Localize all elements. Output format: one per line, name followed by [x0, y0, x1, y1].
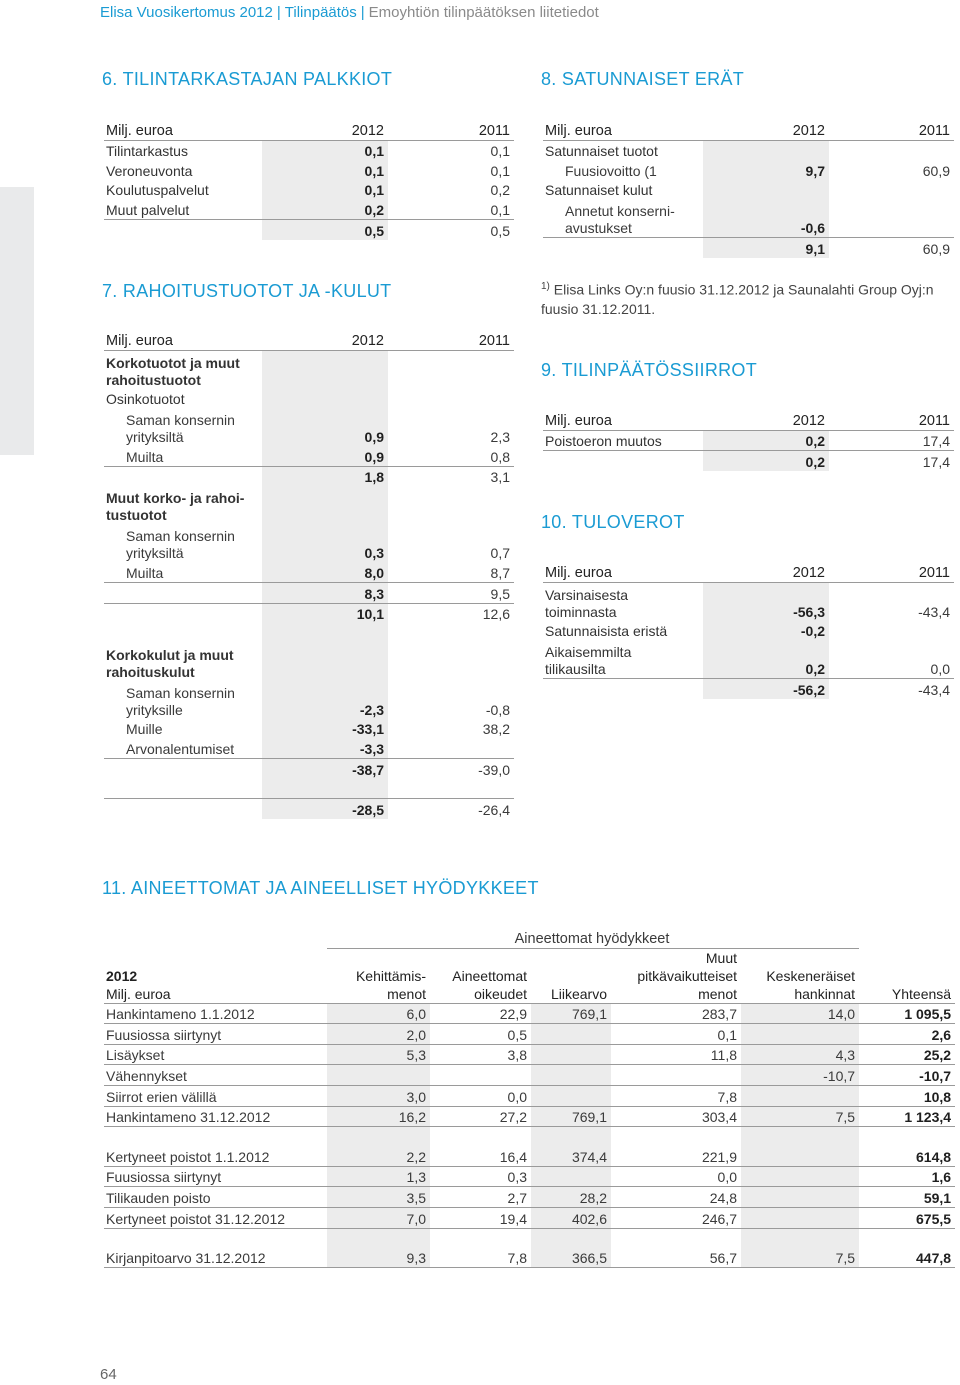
row-label: Kertyneet poistot 1.1.2012	[106, 1148, 270, 1165]
row-label: Muut korko- ja rahoi- tustuotot	[106, 490, 245, 524]
row-label: Tilikauden poisto	[104, 1187, 327, 1208]
header-cell: 2011	[829, 120, 954, 140]
cell	[531, 1044, 611, 1065]
cell	[611, 1065, 741, 1086]
unit-label: Milj. euroa	[106, 985, 171, 1002]
table-header-row	[104, 330, 514, 350]
column-header: Aineettomat oikeudet	[452, 967, 527, 1002]
cell: 374,4	[531, 1146, 611, 1166]
cell: 56,7	[709, 1250, 737, 1267]
year-label: 2012	[106, 967, 138, 984]
total-row	[543, 238, 954, 258]
table-row	[104, 643, 514, 681]
row-label: Hankintameno 1.1.2012	[106, 1006, 255, 1023]
row-label	[104, 219, 262, 239]
cell	[327, 1065, 430, 1086]
value-2012: 0,1	[262, 140, 388, 160]
table-row	[104, 1106, 955, 1127]
header-cell: 2011	[388, 120, 514, 140]
subtotal-row	[104, 603, 514, 623]
group-header-intangible: Aineettomat hyödykkeet	[327, 928, 859, 948]
value-2011: 17,4	[922, 433, 950, 450]
total-cell: 675,5	[859, 1207, 955, 1228]
table-header-row	[543, 562, 954, 582]
cell	[531, 1065, 611, 1086]
table-row	[543, 180, 954, 200]
value-2011: 0,1	[490, 162, 510, 179]
cell	[531, 1166, 611, 1187]
value-2011: 0,5	[388, 219, 514, 239]
header-cell: 2012	[703, 562, 829, 582]
table-row	[104, 160, 514, 180]
row-label: Fuusiossa siirtynyt	[104, 1024, 327, 1045]
table-header-row	[104, 120, 514, 140]
spacer-row	[104, 1127, 955, 1147]
table-appropriations	[543, 410, 954, 471]
value-2012: 9,7	[703, 160, 829, 180]
value-2011: 60,9	[829, 238, 954, 258]
table-row	[104, 446, 514, 466]
column-header: Liikearvo	[531, 948, 611, 1003]
spacer-row	[104, 623, 514, 643]
header-cell: Milj. euroa	[543, 410, 703, 430]
table-row	[104, 1166, 955, 1187]
cell: 27,2	[430, 1106, 531, 1127]
cell: 7,0	[327, 1207, 430, 1228]
cell	[741, 1187, 859, 1208]
row-label: Saman konsernin yrityksiltä	[126, 412, 235, 446]
header-cell: 2012	[703, 410, 829, 430]
total-cell: -10,7	[859, 1065, 955, 1086]
table-financial-income-expenses	[104, 330, 514, 819]
table-row	[104, 719, 514, 739]
value-2011	[388, 738, 514, 758]
value-2011: 60,9	[922, 162, 950, 179]
value-2011: -0,8	[485, 701, 510, 718]
cell: 1,3	[327, 1166, 430, 1187]
cell	[430, 1065, 531, 1086]
table-row	[104, 486, 514, 524]
table-header-row	[543, 120, 954, 140]
cell: 2,2	[327, 1146, 430, 1166]
row-label: Satunnaisista eristä	[545, 623, 668, 640]
table-income-taxes	[543, 562, 954, 699]
subtotal-row	[104, 466, 514, 486]
total-cell: 614,8	[916, 1148, 952, 1165]
value-2011: 0,8	[490, 448, 510, 465]
section-7-title: 7. RAHOITUSTUOTOT JA -KULUT	[102, 281, 392, 301]
row-label: Muut palvelut	[106, 201, 190, 218]
header-cell: Milj. euroa	[104, 120, 262, 140]
value-2012: 0,1	[262, 160, 388, 180]
row-label: Varsinaisesta toiminnasta	[545, 586, 629, 620]
section-8-title: 8. SATUNNAISET ERÄT	[541, 69, 745, 89]
cell: 283,7	[701, 1006, 737, 1023]
cell: 11,8	[611, 1044, 741, 1065]
column-header: Yhteensä	[859, 948, 955, 1003]
cell: 0,3	[430, 1166, 531, 1187]
value-2012: 10,1	[262, 603, 388, 623]
value-2011: -39,0	[388, 758, 514, 778]
value-2011: -43,4	[918, 603, 950, 620]
cell: 0,1	[611, 1024, 741, 1045]
row-label: Poistoeron muutos	[545, 433, 662, 450]
cell: 3,8	[430, 1044, 531, 1065]
cell: 7,5	[741, 1106, 859, 1127]
table-row	[104, 1146, 955, 1166]
table-header-row	[104, 948, 955, 1003]
row-label: Satunnaiset kulut	[545, 182, 653, 199]
cell: 2,7	[430, 1187, 531, 1208]
value-2011: 0,0	[930, 661, 950, 678]
header-cell: Milj. euroa	[543, 120, 703, 140]
cell: 4,3	[741, 1044, 859, 1065]
cell: 14,0	[741, 1003, 859, 1024]
cell	[741, 1085, 859, 1106]
cell: 24,8	[611, 1187, 741, 1208]
value-2012: -0,2	[703, 621, 829, 641]
value-2012: -2,3	[262, 681, 388, 719]
table-intangible-tangible-assets	[104, 928, 955, 1268]
total-row	[543, 451, 954, 471]
row-label: Lisäykset	[104, 1044, 327, 1065]
table-row	[543, 430, 954, 451]
table-row	[104, 738, 514, 758]
row-label: Satunnaiset tuotot	[545, 143, 658, 160]
header-cell: 2011	[829, 410, 954, 430]
row-label: Annetut konserni- avustukset	[565, 203, 675, 237]
table-row	[104, 524, 514, 562]
row-label: Muille	[126, 721, 163, 738]
total-cell: 1 095,5	[904, 1006, 952, 1023]
value-2012: -38,7	[262, 758, 388, 778]
value-2012: 1,8	[262, 466, 388, 486]
value-2012: 0,2	[703, 451, 829, 471]
spacer-row	[104, 1228, 955, 1248]
cell: 16,4	[499, 1148, 527, 1165]
table-row	[104, 1065, 955, 1086]
page-number: 64	[100, 1366, 117, 1383]
column-header: Keskeneräiset hankinnat	[766, 967, 856, 1002]
cell: 0,0	[430, 1085, 531, 1106]
cell: 0,5	[430, 1024, 531, 1045]
row-label: Osinkotuotot	[106, 391, 185, 408]
value-2012: 8,0	[262, 562, 388, 582]
section-10-title: 10. TULOVEROT	[541, 512, 685, 532]
table-row	[543, 160, 954, 180]
cell: 9,3	[327, 1248, 430, 1268]
table-row	[543, 140, 954, 160]
table-header-row	[543, 410, 954, 430]
cell	[531, 1024, 611, 1045]
table-row	[104, 389, 514, 409]
cell: 5,3	[327, 1044, 430, 1065]
cell: 303,4	[611, 1106, 741, 1127]
header-cell: 2011	[829, 562, 954, 582]
row-label: Fuusiossa siirtynyt	[104, 1166, 327, 1187]
cell: 402,6	[531, 1207, 611, 1228]
cell: 6,0	[327, 1003, 430, 1024]
cell: 7,8	[611, 1085, 741, 1106]
table-extraordinary-items	[543, 120, 954, 258]
value-2012: 0,9	[262, 446, 388, 466]
cell: 7,8	[507, 1250, 527, 1267]
column-header: Kehittämis- menot	[355, 967, 426, 1002]
row-label: Muilta	[126, 448, 164, 465]
subtotal-row	[104, 758, 514, 778]
total-cell: 1 123,4	[859, 1106, 955, 1127]
column-header: Muut pitkävaikutteiset menot	[637, 949, 737, 1002]
value-2012: 0,2	[703, 430, 829, 451]
footnote-mark: 1)	[541, 281, 550, 292]
header-cell: 2012	[262, 120, 388, 140]
header-cell: Milj. euroa	[543, 562, 703, 582]
row-label: Korkotuotot ja muut rahoitustuotot	[106, 354, 240, 388]
table-row	[104, 1187, 955, 1208]
header-cell: 2012	[262, 330, 388, 350]
value-2011: -43,4	[829, 679, 954, 699]
table-row	[104, 1044, 955, 1065]
value-2012: 0,3	[262, 524, 388, 562]
cell	[531, 1085, 611, 1106]
breadcrumb: Elisa Vuosikertomus 2012 | Tilinpäätös | Emoyhtiön tilinpäätöksen liitetiedot	[100, 4, 599, 21]
cell: 7,5	[741, 1248, 859, 1268]
cell: 2,0	[327, 1024, 430, 1045]
value-2011: 2,3	[490, 429, 510, 446]
row-label: Muilta	[126, 564, 164, 581]
side-tab-marker	[0, 187, 34, 455]
footnote-text: Elisa Links Oy:n fuusio 31.12.2012 ja Saunalahti Group Oyj:n fuusio 31.12.2011.	[541, 281, 934, 317]
row-label: Korkokulut ja muut rahoituskulut	[106, 646, 234, 680]
value-2012: 0,2	[703, 640, 829, 679]
cell: 246,7	[611, 1207, 741, 1228]
row-label: Hankintameno 31.12.2012	[104, 1106, 327, 1127]
table-row	[104, 180, 514, 200]
table-row	[543, 621, 954, 641]
value-2012: -0,6	[703, 199, 829, 238]
total-row	[104, 799, 514, 819]
row-label: Fuusiovoitto (1	[565, 162, 657, 179]
value-2011: 0,2	[490, 182, 510, 199]
total-row	[104, 219, 514, 239]
total-row	[543, 679, 954, 699]
value-2012: 0,5	[262, 219, 388, 239]
value-2011: -26,4	[388, 799, 514, 819]
cell: 3,0	[327, 1085, 430, 1106]
value-2012: -56,3	[703, 582, 829, 621]
cell: 221,9	[701, 1148, 737, 1165]
group-header-row	[104, 928, 955, 948]
value-2012: 0,9	[262, 408, 388, 446]
value-2011: 17,4	[829, 451, 954, 471]
table-row	[543, 640, 954, 679]
total-cell: 2,6	[859, 1024, 955, 1045]
table-row	[104, 1024, 955, 1045]
breadcrumb-item[interactable]: Emoyhtiön tilinpäätöksen liitetiedot	[368, 4, 599, 21]
total-cell: 1,6	[859, 1166, 955, 1187]
breadcrumb-item[interactable]: Elisa Vuosikertomus 2012	[100, 4, 273, 21]
table-row	[104, 1207, 955, 1228]
cell: 22,9	[499, 1006, 527, 1023]
cell: 16,2	[327, 1106, 430, 1127]
cell: 28,2	[531, 1187, 611, 1208]
value-2012: -56,2	[703, 679, 829, 699]
cell	[741, 1024, 859, 1045]
table-row	[543, 582, 954, 621]
header-cell: 2012	[703, 120, 829, 140]
value-2012: 0,1	[262, 180, 388, 200]
row-label: Arvonalentumiset	[126, 740, 235, 757]
row-label: Veroneuvonta	[106, 162, 193, 179]
section-11-title: 11. AINEETTOMAT JA AINEELLISET HYÖDYKKEET	[102, 878, 539, 898]
total-cell: 10,8	[859, 1085, 955, 1106]
value-2012: -3,3	[262, 738, 388, 758]
value-2012: 0,2	[262, 199, 388, 219]
header-cell: 2011	[388, 330, 514, 350]
value-2012: 9,1	[703, 238, 829, 258]
value-2011: 38,2	[482, 721, 510, 738]
footnote	[541, 277, 941, 319]
spacer-row	[104, 779, 514, 799]
table-row	[104, 350, 514, 389]
header-cell: Milj. euroa	[104, 330, 262, 350]
section-6-title: 6. TILINTARKASTAJAN PALKKIOT	[102, 69, 393, 89]
row-label: Koulutuspalvelut	[106, 182, 209, 199]
table-row	[104, 140, 514, 160]
table-row	[104, 1248, 955, 1268]
table-row	[104, 1003, 955, 1024]
row-label: Tilintarkastus	[106, 143, 188, 160]
table-row	[104, 199, 514, 219]
value-2012: 8,3	[262, 582, 388, 603]
cell: -10,7	[741, 1065, 859, 1086]
table-row	[104, 562, 514, 582]
value-2011: 3,1	[388, 466, 514, 486]
subtotal-row	[104, 582, 514, 603]
cell: 366,5	[531, 1248, 611, 1268]
value-2011: 9,5	[388, 582, 514, 603]
table-row	[104, 408, 514, 446]
table-auditor-fees	[104, 120, 514, 240]
total-cell: 447,8	[916, 1250, 952, 1267]
breadcrumb-item[interactable]: Tilinpäätös	[284, 4, 357, 21]
row-label: Saman konsernin yrityksille	[126, 684, 235, 718]
value-2012: -33,1	[262, 719, 388, 739]
cell: 769,1	[531, 1003, 611, 1024]
value-2011: 0,1	[490, 143, 510, 160]
value-2011: 12,6	[388, 603, 514, 623]
row-label: Siirrot erien välillä	[104, 1085, 327, 1106]
section-9-title: 9. TILINPÄÄTÖSSIIRROT	[541, 360, 758, 380]
value-2011: 0,1	[490, 201, 510, 218]
cell	[741, 1166, 859, 1187]
value-2011: 8,7	[490, 564, 510, 581]
table-row	[104, 681, 514, 719]
row-label: Kertyneet poistot 31.12.2012	[104, 1207, 327, 1228]
total-cell: 59,1	[859, 1187, 955, 1208]
cell: 769,1	[531, 1106, 611, 1127]
table-row	[543, 199, 954, 238]
row-label: Aikaisemmilta tilikausilta	[545, 644, 632, 678]
row-label: Vähennykset	[104, 1065, 327, 1086]
row-label: Saman konsernin yrityksiltä	[126, 528, 235, 562]
row-label: Kirjanpitoarvo 31.12.2012	[106, 1250, 266, 1267]
value-2011: 0,7	[490, 545, 510, 562]
total-cell: 25,2	[859, 1044, 955, 1065]
cell	[741, 1207, 859, 1228]
value-2012: -28,5	[262, 799, 388, 819]
table-row	[104, 1085, 955, 1106]
cell: 0,0	[611, 1166, 741, 1187]
cell: 3,5	[327, 1187, 430, 1208]
cell	[741, 1146, 859, 1166]
cell: 19,4	[430, 1207, 531, 1228]
